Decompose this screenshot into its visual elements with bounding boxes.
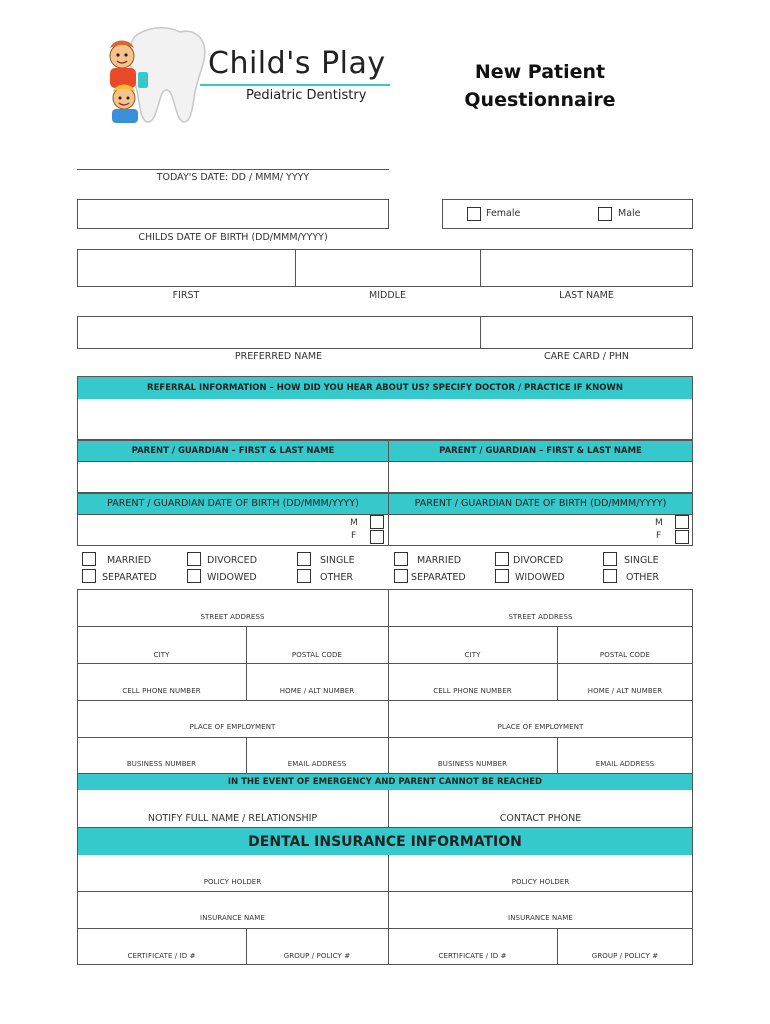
guardian-1-m-label: M xyxy=(350,518,358,528)
child-dob-field[interactable] xyxy=(77,199,389,229)
g2-widowed-label: WIDOWED xyxy=(515,572,565,583)
g1-other-label: OTHER xyxy=(320,572,354,583)
child-dob-label: CHILDS DATE OF BIRTH (DD/MMM/YYYY) xyxy=(138,232,328,243)
guardian-1-m-checkbox[interactable] xyxy=(370,515,384,529)
care-card-field[interactable] xyxy=(481,317,692,348)
guardian-1-f-checkbox[interactable] xyxy=(370,530,384,544)
female-checkbox[interactable] xyxy=(467,207,481,221)
form-title-line-1: New Patient xyxy=(474,61,606,83)
g2-married-checkbox[interactable] xyxy=(394,552,408,566)
g2-single-checkbox[interactable] xyxy=(603,552,617,566)
form-title xyxy=(440,58,640,114)
brand-name: Child's Play xyxy=(208,46,386,81)
g1-married-checkbox[interactable] xyxy=(82,552,96,566)
g1-employment-label: PLACE OF EMPLOYMENT xyxy=(189,723,276,731)
guardian-1-dob-header: PARENT / GUARDIAN DATE OF BIRTH (DD/MMM/YYYY) xyxy=(77,493,389,515)
care-card-label: CARE CARD / PHN xyxy=(543,351,630,362)
g1-divorced-checkbox[interactable] xyxy=(187,552,201,566)
g2-widowed-checkbox[interactable] xyxy=(495,569,509,583)
g2-home-alt-label: HOME / ALT NUMBER xyxy=(587,687,663,695)
first-label: FIRST xyxy=(172,290,200,301)
g1-home-alt-label: HOME / ALT NUMBER xyxy=(279,687,355,695)
g1-separated-checkbox[interactable] xyxy=(82,569,96,583)
guardian-2-dob-field[interactable] xyxy=(388,514,693,546)
ins1-policy-holder-label: POLICY HOLDER xyxy=(203,878,262,886)
g2-separated-label: SEPARATED xyxy=(411,572,466,583)
guardian-1-f-label: F xyxy=(351,531,357,541)
g1-widowed-label: WIDOWED xyxy=(207,572,257,583)
referral-header: REFERRAL INFORMATION – HOW DID YOU HEAR ABOUT US? SPECIFY DOCTOR / PRACTICE IF KNOWN xyxy=(77,376,693,400)
g1-divorced-label: DIVORCED xyxy=(207,555,258,566)
emergency-contact-phone-label: CONTACT PHONE xyxy=(499,813,582,824)
first-name-field[interactable] xyxy=(78,250,294,286)
emergency-header: IN THE EVENT OF EMERGENCY AND PARENT CANNOT BE REACHED xyxy=(77,773,693,791)
g1-cell-phone-label: CELL PHONE NUMBER xyxy=(122,687,201,695)
g1-business-number-label: BUSINESS NUMBER xyxy=(126,760,197,768)
g1-city-label: CITY xyxy=(153,651,170,659)
g2-separated-checkbox[interactable] xyxy=(394,569,408,583)
g2-business-number-label: BUSINESS NUMBER xyxy=(437,760,508,768)
g1-single-checkbox[interactable] xyxy=(297,552,311,566)
g2-divorced-checkbox[interactable] xyxy=(495,552,509,566)
g2-single-label: SINGLE xyxy=(624,555,659,566)
g1-other-checkbox[interactable] xyxy=(297,569,311,583)
g2-city-label: CITY xyxy=(464,651,481,659)
guardian-2-f-label: F xyxy=(656,531,662,541)
insurance-header: DENTAL INSURANCE INFORMATION xyxy=(77,827,693,856)
ins2-policy-holder-label: POLICY HOLDER xyxy=(511,878,570,886)
g1-postal-code-label: POSTAL CODE xyxy=(291,651,343,659)
g1-separated-label: SEPARATED xyxy=(102,572,157,583)
guardian-1-name-field[interactable] xyxy=(77,461,389,493)
ins2-insurance-name-label: INSURANCE NAME xyxy=(508,914,573,922)
tooth-logo-icon xyxy=(100,26,210,126)
g2-other-label: OTHER xyxy=(626,572,660,583)
g2-married-label: MARRIED xyxy=(417,555,462,566)
g2-divorced-label: DIVORCED xyxy=(513,555,564,566)
form-title-line-2: Questionnaire xyxy=(464,89,616,111)
guardian-2-f-checkbox[interactable] xyxy=(675,530,689,544)
g2-postal-code-label: POSTAL CODE xyxy=(599,651,651,659)
ins2-group-policy-label: GROUP / POLICY # xyxy=(591,952,659,960)
ins1-certificate-label: CERTIFICATE / ID # xyxy=(127,952,196,960)
g1-email-label: EMAIL ADDRESS xyxy=(287,760,347,768)
brand-tagline: Pediatric Dentistry xyxy=(246,88,367,103)
preferred-name-field[interactable] xyxy=(78,317,479,348)
emergency-notify-label: NOTIFY FULL NAME / RELATIONSHIP xyxy=(147,813,318,824)
ins2-certificate-label: CERTIFICATE / ID # xyxy=(438,952,507,960)
last-name-label: LAST NAME xyxy=(559,290,614,301)
g2-email-label: EMAIL ADDRESS xyxy=(595,760,655,768)
g1-single-label: SINGLE xyxy=(320,555,355,566)
guardian-2-m-checkbox[interactable] xyxy=(675,515,689,529)
middle-label: MIDDLE xyxy=(369,290,406,301)
female-label: Female xyxy=(486,208,521,219)
g2-other-checkbox[interactable] xyxy=(603,569,617,583)
preferred-name-label: PREFERRED NAME xyxy=(234,351,323,362)
male-checkbox[interactable] xyxy=(598,207,612,221)
g1-married-label: MARRIED xyxy=(107,555,152,566)
last-name-field[interactable] xyxy=(481,250,692,286)
guardian-2-name-header: PARENT / GUARDIAN – FIRST & LAST NAME xyxy=(388,440,693,462)
todays-date-label: TODAY'S DATE: DD / MMM/ YYYY xyxy=(156,172,310,183)
guardian-2-m-label: M xyxy=(655,518,663,528)
male-label: Male xyxy=(618,208,641,219)
referral-field[interactable] xyxy=(77,399,693,440)
g2-employment-label: PLACE OF EMPLOYMENT xyxy=(497,723,584,731)
guardian-2-dob-header: PARENT / GUARDIAN DATE OF BIRTH (DD/MMM/YYYY) xyxy=(388,493,693,515)
ins1-insurance-name-label: INSURANCE NAME xyxy=(200,914,265,922)
guardian-1-name-header: PARENT / GUARDIAN – FIRST & LAST NAME xyxy=(77,440,389,462)
logo xyxy=(100,26,400,126)
middle-name-field[interactable] xyxy=(296,250,479,286)
g2-street-address-label: STREET ADDRESS xyxy=(508,613,573,621)
guardian-1-dob-field[interactable] xyxy=(77,514,389,546)
todays-date-line[interactable] xyxy=(77,169,389,170)
g1-street-address-label: STREET ADDRESS xyxy=(200,613,265,621)
guardian-2-name-field[interactable] xyxy=(388,461,693,493)
g2-cell-phone-label: CELL PHONE NUMBER xyxy=(433,687,512,695)
g1-widowed-checkbox[interactable] xyxy=(187,569,201,583)
ins1-group-policy-label: GROUP / POLICY # xyxy=(283,952,351,960)
brand-underline xyxy=(200,84,390,86)
